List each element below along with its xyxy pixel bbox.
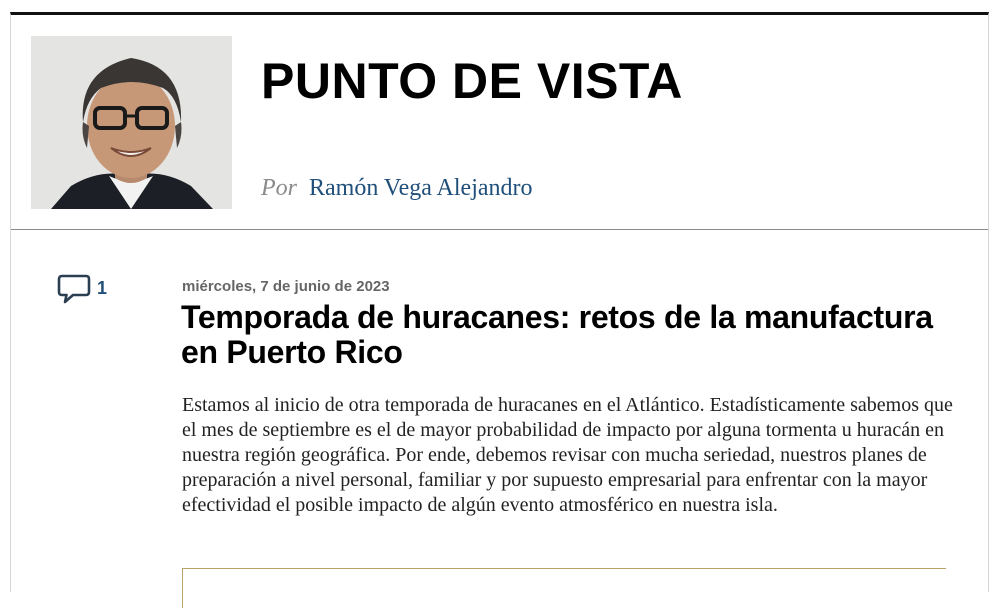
section-title: PUNTO DE VISTA (261, 53, 683, 109)
author-portrait-image (31, 36, 232, 209)
comment-count: 1 (97, 278, 108, 298)
comments-button[interactable] (57, 273, 107, 307)
page-frame (10, 12, 989, 592)
speech-bubble-icon (57, 273, 91, 305)
pull-quote-box (182, 568, 946, 608)
article-headline[interactable]: Temporada de huracanes: retos de la manufactura en Puerto Rico (181, 299, 933, 370)
byline-prefix: Por (261, 175, 297, 201)
author-photo (31, 36, 232, 209)
article-date: miércoles, 7 de junio de 2023 (182, 278, 390, 295)
byline (261, 173, 533, 203)
article-body: Estamos al inicio de otra temporada de huracanes en el Atlántico. Estadísticamente sabemos que el mes de septiembre es el de mayor probabilidad de impacto por alguna tormenta u huracán en nuestra región geográfica. Por ende, debemos revisar con mucha seriedad, nuestros planes de preparación a nivel personal, familiar y por supuesto empresarial para enfrentar con la mayor efectividad el posible impacto de algún evento atmosférico en nuestra isla. (182, 394, 953, 516)
column-header (11, 15, 988, 230)
author-link[interactable]: Ramón Vega Alejandro (309, 175, 533, 201)
